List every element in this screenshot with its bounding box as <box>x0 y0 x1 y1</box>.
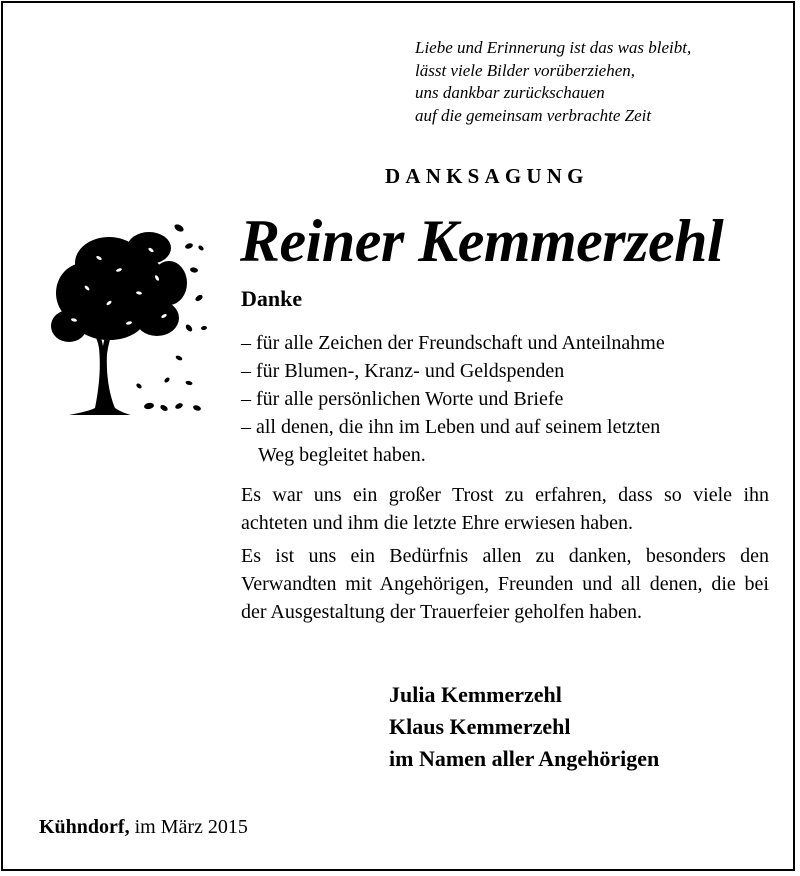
signatory: Julia Kemmerzehl <box>389 682 562 707</box>
deceased-name: Reiner Kemmerzehl <box>240 208 724 274</box>
date: im März 2015 <box>134 816 248 838</box>
list-item-continuation: Weg begleitet haben. <box>258 444 426 466</box>
paragraph-trost: Es war uns ein großer Trost zu erfahren, dass so viele ihn achteten und ihm die letzte Ehre erwiesen haben. <box>241 484 769 534</box>
list-item: – für alle Zeichen der Freundschaft und Anteilnahme <box>241 332 665 354</box>
paragraph-beduerfnis: Es ist uns ein Bedürfnis allen zu danken, besonders den Verwandten mit Angehörigen, Freunden und all denen, die bei der Ausgestaltung der Trauerfeier geholfen haben. <box>241 545 769 623</box>
poem-line: uns dankbar zurückschauen <box>415 83 605 102</box>
place-date <box>39 816 248 839</box>
poem-line: lässt viele Bilder vorüberziehen, <box>415 60 636 80</box>
list-item: – für alle persönlichen Worte und Briefe <box>241 388 564 410</box>
signatory: im Namen aller Angehörigen <box>389 746 660 771</box>
poem-line: auf die gemeinsam verbrachte Zeit <box>415 105 652 125</box>
poem <box>415 37 785 127</box>
list-item: – für Blumen-, Kranz- und Geldspenden <box>241 360 565 382</box>
poem-line: Liebe und Erinnerung ist das was bleibt, <box>415 38 692 57</box>
signatories <box>389 679 659 775</box>
obituary-notice <box>1 1 795 871</box>
signatory: Klaus Kemmerzehl <box>389 714 571 739</box>
thanks-list <box>241 329 781 469</box>
tree-with-falling-leaves-icon <box>39 208 219 423</box>
thanks-title: Danke <box>241 286 303 311</box>
place: Kühndorf, <box>39 816 130 838</box>
list-item: – all denen, die ihn im Leben und auf seinem letzten <box>241 416 661 438</box>
heading-danksagung: DANKSAGUNG <box>385 164 589 188</box>
